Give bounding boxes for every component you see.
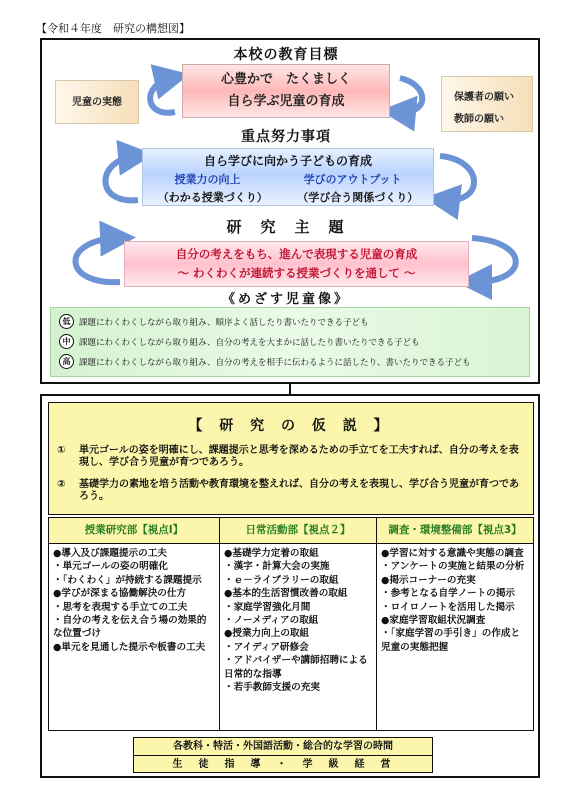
effort-left-title: 授業力の向上	[174, 173, 241, 186]
list-item: ・自分の考えを伝え合う場の効果的な位置づけ	[53, 615, 207, 640]
theme-line1: 自分の考えをもち、進んで表現する児童の育成	[175, 247, 418, 261]
list-item: ・アンケートの実施と結果の分析	[381, 561, 525, 573]
list-item: ●導入及び課題提示の工夫	[53, 548, 167, 559]
hypothesis-number-2: ②	[57, 479, 66, 490]
effort-main: 自ら学びに向かう子どもの育成	[203, 154, 372, 168]
column-lesson-research	[49, 518, 219, 730]
hypothesis-text-1: 単元ゴールの姿を明確にし、課題提示と思考を深めるための手立てを工夫すれば、自分の考えを表現し、学び合う児童が育つであろう。	[79, 445, 519, 468]
image-row-lower	[59, 314, 369, 329]
upper-grade-mark: 高	[59, 354, 74, 369]
guidance-line: 生 徒 指 導 ・ 学 級 経 営	[134, 755, 432, 773]
left-arrow-upper	[150, 78, 175, 113]
children-situation-box	[55, 80, 139, 124]
list-item: ●授業力向上の取組	[224, 628, 310, 640]
list-item: ・アドバイザーや講師招聘による日常的な指導	[224, 655, 368, 680]
list-item: ・ｅ－ライブラリーの取組	[224, 574, 339, 586]
hypothesis-item-1	[57, 445, 525, 469]
lower-grade-mark: 低	[59, 314, 74, 329]
list-item: ・家庭学習強化月間	[224, 601, 311, 613]
list-item: ●基本的生活習慣改善の取組	[224, 588, 348, 600]
left-arrow-lower	[75, 238, 120, 282]
list-item: ・若手教師支援の充実	[224, 682, 320, 694]
subjects-line: 各教科・特活・外国語活動・総合的な学習の時間	[173, 741, 393, 752]
left-arrow-middle	[105, 156, 138, 200]
list-item: ・ノーメディアの取組	[224, 615, 319, 627]
list-item: ・アイディア研修会	[224, 641, 309, 653]
list-item: ●学習に対する意識や実態の調査	[381, 548, 524, 559]
image-row-lower-text: 課題にわくわくしながら取り組み、順序よく話したり書いたりできる子ども	[79, 317, 369, 328]
list-item: ・漢字・計算大会の実施	[224, 561, 330, 573]
school-goal-line2: 自ら学ぶ児童の育成	[227, 94, 345, 109]
list-item: ●学びが深まる協働解決の仕方	[53, 588, 187, 600]
wishes-box	[441, 76, 533, 132]
foundation-box	[133, 737, 433, 773]
image-row-middle	[59, 334, 420, 349]
list-item: ●基礎学力定着の取組	[224, 548, 319, 559]
school-goal-box	[182, 64, 390, 118]
theme-heading: 研 究 主 題	[226, 218, 346, 236]
column-survey-environment	[376, 518, 533, 730]
effort-box	[142, 148, 434, 206]
list-item: ・単元ゴールの姿の明確化	[53, 561, 168, 573]
hypothesis-box	[48, 402, 534, 515]
list-item: ●家庭学習取組状況調査	[381, 615, 486, 627]
effort-heading: 重点努力事項	[241, 129, 331, 145]
right-arrow-lower	[472, 238, 516, 282]
hypothesis-title: 【 研 究 の 仮 説 】	[188, 418, 394, 434]
theme-box	[124, 241, 469, 287]
target-child-image-box	[50, 307, 530, 377]
column-heading-daily-activity: 日常活動部【視点２】	[220, 518, 376, 544]
department-columns	[48, 517, 534, 731]
children-situation-label: 児童の実態	[72, 97, 122, 108]
document-title: 【令和４年度 研究の構想図】	[36, 22, 190, 35]
list-item: ・ロイロノートを活用した掲示	[381, 601, 515, 613]
image-row-upper	[59, 354, 471, 369]
list-item: ●単元を見通した提示や板書の工夫	[53, 641, 206, 653]
image-row-middle-text: 課題にわくわくしながら取り組み、自分の考えを大まかに話したり書いたりできる子ども	[79, 337, 420, 348]
list-item: ・「家庭学習の手引き」の作成と児童の実態把握	[381, 628, 521, 653]
middle-grade-mark: 中	[59, 334, 74, 349]
school-goal-heading: 本校の教育目標	[233, 47, 339, 63]
effort-right-title: 学びのアウトプット	[303, 173, 402, 186]
hypothesis-number-1: ①	[57, 445, 66, 456]
list-item: ・参考となる自学ノートの掲示	[381, 588, 516, 600]
column-daily-activity	[219, 518, 376, 730]
hypothesis-text-2: 基礎学力の素地を培う活動や教育環境を整えれば、自分の考えを表現し、学び合う児童が育つであろう。	[79, 479, 519, 502]
image-heading: 《めざす児童像》	[221, 292, 350, 307]
parents-wish-label: 保護者の願い	[454, 92, 514, 103]
effort-right-sub: （学び合う関係づくり）	[297, 191, 419, 204]
image-row-upper-text: 課題にわくわくしながら取り組み、自分の考えを相手に伝わるように話したり、書いたりできる子ども	[79, 357, 471, 368]
right-arrow-upper	[398, 78, 422, 112]
school-goal-line1: 心豊かで たくましく	[220, 72, 351, 87]
column-heading-lesson-research: 授業研究部【視点Ⅰ】	[49, 518, 219, 544]
effort-left-sub: （わかる授業づくり）	[157, 191, 268, 204]
list-item: ・「わくわく」が持続する課題提示	[53, 574, 202, 586]
frame-connector	[289, 384, 291, 394]
list-item: ●掲示コーナーの充実	[381, 574, 476, 586]
hypothesis-item-2	[57, 479, 525, 503]
theme-line2: ～ わくわくが連続する授業づくりを通して ～	[177, 266, 416, 280]
teachers-wish-label: 教師の願い	[454, 114, 504, 125]
right-arrow-middle	[440, 156, 474, 200]
column-heading-survey-environment: 調査・環境整備部【視点3】	[377, 518, 533, 544]
list-item: ・思考を表現する手立ての工夫	[53, 601, 188, 613]
